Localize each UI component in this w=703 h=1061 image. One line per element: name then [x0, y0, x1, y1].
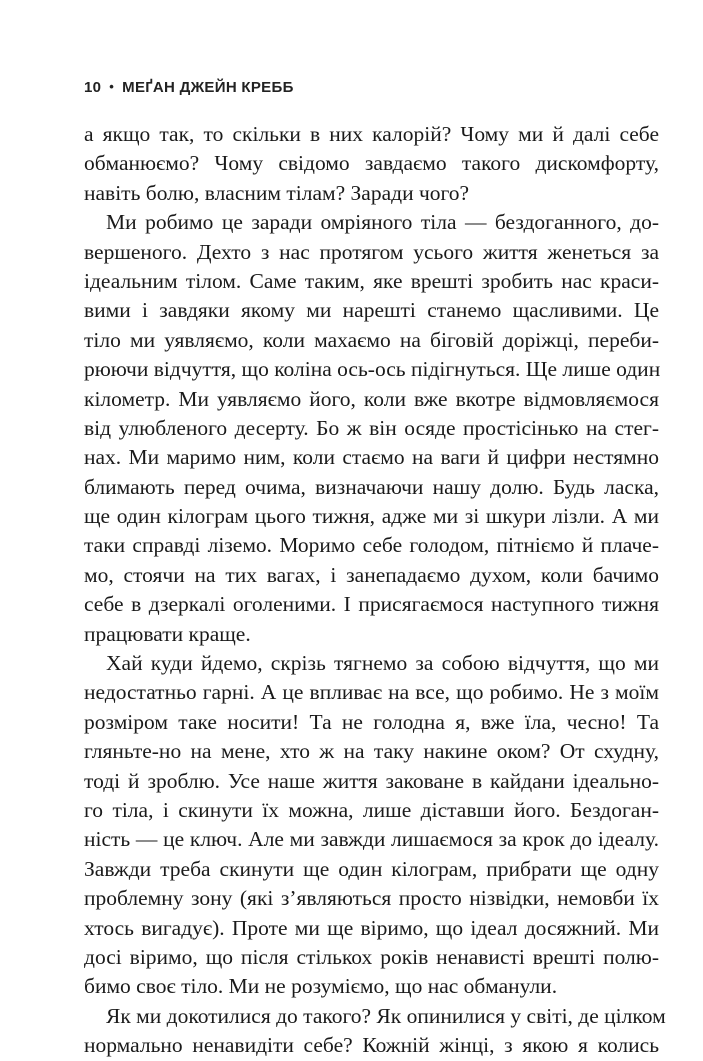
- text-line: бимо своє тіло. Ми не розуміємо, що нас обманули.: [84, 974, 558, 999]
- text-line: від улюбленого десерту. Бо ж він осяде простісінько на стег-: [84, 415, 659, 440]
- text-line: тіло ми уявляємо, коли махаємо на біговій доріжці, переби-: [84, 327, 659, 352]
- text-line: блимають перед очима, визначаючи нашу долю. Будь ласка,: [84, 474, 659, 499]
- running-header: [84, 79, 294, 96]
- text-line: недостатньо гарні. А це впливає на все, що робимо. Не з моїм: [84, 680, 659, 705]
- header-separator: •: [109, 79, 115, 94]
- text-line: тоді й зроблю. Усе наше життя заковане в кайдани ідеально-: [84, 768, 659, 793]
- text-line: обманюємо? Чому свідомо завдаємо такого дискомфорту,: [84, 151, 659, 176]
- text-line: Хай куди йдемо, скрізь тягнемо за собою відчуття, що ми: [106, 651, 659, 676]
- text-line: таки справді ліземо. Моримо себе голодом, пітніємо й плаче-: [84, 533, 659, 558]
- text-line: хтось вигадує). Проте ми ще віримо, що ідеал досяжний. Ми: [84, 915, 659, 940]
- text-line: ність — це ключ. Але ми завжди лишаємося за крок до ідеалу.: [84, 827, 659, 852]
- text-line: навіть болю, власним тілам? Заради чого?: [84, 180, 470, 205]
- text-line: кілометр. Ми уявляємо його, коли вже вкотре відмовляємося: [84, 386, 659, 411]
- text-line: го тіла, і скинути їх можна, лише діставши його. Бездоган-: [84, 797, 659, 822]
- page-number: 10: [84, 79, 102, 96]
- text-line: рюючи відчуття, що коліна ось-ось підігнуться. Ще лише один: [84, 357, 661, 382]
- text-line: вершеного. Дехто з нас протягом усього життя женеться за: [84, 239, 659, 264]
- text-line: працювати краще.: [84, 621, 251, 646]
- text-line: Ми робимо це заради омріяного тіла — бездоганного, до-: [106, 210, 659, 235]
- author-name: МЕҐАН ДЖЕЙН КРЕББ: [122, 79, 294, 96]
- text-line: гляньте-но на мене, хто ж на таку накине оком? От схудну,: [84, 739, 659, 764]
- text-line: ще один кілограм цього тижня, адже ми зі шкури лізли. А ми: [84, 504, 659, 529]
- text-line: нах. Ми маримо ним, коли стаємо на ваги й цифри нестямно: [84, 445, 659, 470]
- body-text: [84, 120, 666, 1061]
- text-line: Як ми докотилися до такого? Як опинилися у світі, де цілком: [106, 1003, 666, 1028]
- text-line: проблемну зону (які з’являються просто нізвідки, немовби їх: [84, 886, 659, 911]
- text-line: Завжди треба скинути ще один кілограм, прибрати ще одну: [84, 856, 659, 881]
- text-line: досі віримо, що після стількох років ненависті врешті полю-: [84, 944, 659, 969]
- text-line: вими і завдяки якому ми нарешті станемо щасливими. Це: [84, 298, 659, 323]
- text-line: ідеальним тілом. Саме таким, яке врешті зробить нас краси-: [84, 268, 659, 293]
- text-line: а якщо так, то скільки в них калорій? Чому ми й далі себе: [84, 122, 659, 146]
- text-line: нормально ненавидіти себе? Кожній жінці, з якою я колись: [84, 1033, 659, 1058]
- text-line: мо, стоячи на тих вагах, і занепадаємо духом, коли бачимо: [84, 562, 659, 587]
- text-line: себе в дзеркалі оголеними. І присягаємося наступного тижня: [84, 592, 659, 617]
- text-line: розміром таке носити! Та не голодна я, вже їла, чесно! Та: [84, 709, 659, 734]
